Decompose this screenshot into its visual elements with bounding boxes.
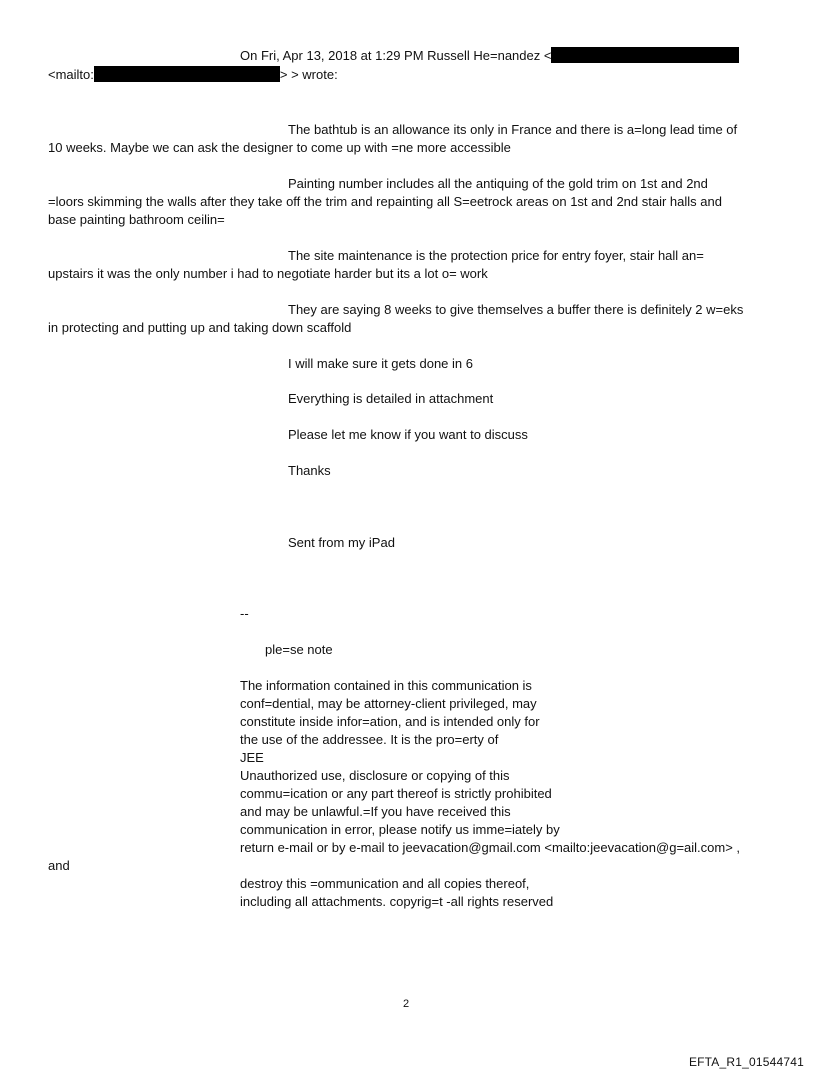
- paragraph-line: They are saying 8 weeks to give themselves a buffer there is definitely 2 w=eks: [288, 302, 744, 317]
- disclaimer-line: and may be unlawful.=If you have received this: [240, 804, 511, 819]
- paragraph-line: Painting number includes all the antiquing of the gold trim on 1st and 2nd: [288, 176, 708, 191]
- sent-from-line: Sent from my iPad: [288, 535, 395, 550]
- message-line: Everything is detailed in attachment: [288, 391, 494, 406]
- header-text: > > wrote:: [279, 67, 338, 82]
- disclaimer-line: communication in error, please notify us imme=iately by: [240, 822, 560, 837]
- header-text: On Fri, Apr 13, 2018 at 1:29 PM Russell He=nandez <: [240, 48, 552, 63]
- disclaimer-line: constitute inside infor=ation, and is intended only for: [240, 714, 540, 729]
- paragraph-line: in protecting and putting up and taking down scaffold: [48, 320, 352, 335]
- disclaimer-line: return e-mail or by e-mail to jeevacation@gmail.com <mailto:jeevacation@g=ail.com> ,: [240, 840, 741, 855]
- paragraph-line: The bathtub is an allowance its only in France and there is a=long lead time of: [288, 122, 738, 137]
- paragraph-line: =loors skimming the walls after they take off the trim and repainting all S=eetrock areas on 1st and 2nd stair halls and: [48, 194, 722, 209]
- message-line: Please let me know if you want to discuss: [288, 427, 528, 442]
- paragraph-line: base painting bathroom ceilin=: [48, 212, 225, 227]
- disclaimer-line: The information contained in this communication is: [240, 678, 532, 693]
- disclaimer-line: destroy this =ommunication and all copies thereof,: [240, 876, 530, 891]
- email-header-line: [240, 47, 739, 65]
- disclaimer-line: the use of the addressee. It is the pro=erty of: [240, 732, 499, 747]
- signature-separator: --: [240, 606, 249, 621]
- page-number: 2: [403, 998, 410, 1010]
- message-line: Thanks: [288, 463, 331, 478]
- disclaimer-line: JEE: [240, 750, 264, 765]
- disclaimer-line: conf=dential, may be attorney-client privileged, may: [240, 696, 537, 711]
- disclaimer-line: including all attachments. copyrig=t -all rights reserved: [240, 894, 554, 909]
- email-header-line: [48, 66, 338, 84]
- header-text: <mailto:: [48, 67, 94, 82]
- paragraph-line: upstairs it was the only number i had to negotiate harder but its a lot o= work: [48, 266, 488, 281]
- disclaimer-line: commu=ication or any part thereof is strictly prohibited: [240, 786, 552, 801]
- message-line: I will make sure it gets done in 6: [288, 356, 473, 371]
- redaction-bar: [94, 66, 280, 82]
- paragraph-line: The site maintenance is the protection price for entry foyer, stair hall an=: [288, 248, 704, 263]
- document-id: EFTA_R1_01544741: [688, 1055, 804, 1069]
- note-heading: ple=se note: [265, 642, 333, 657]
- paragraph-line: 10 weeks. Maybe we can ask the designer to come up with =ne more accessible: [48, 140, 511, 155]
- redaction-bar: [551, 47, 739, 63]
- disclaimer-line: Unauthorized use, disclosure or copying of this: [240, 768, 510, 783]
- disclaimer-and: and: [48, 858, 70, 873]
